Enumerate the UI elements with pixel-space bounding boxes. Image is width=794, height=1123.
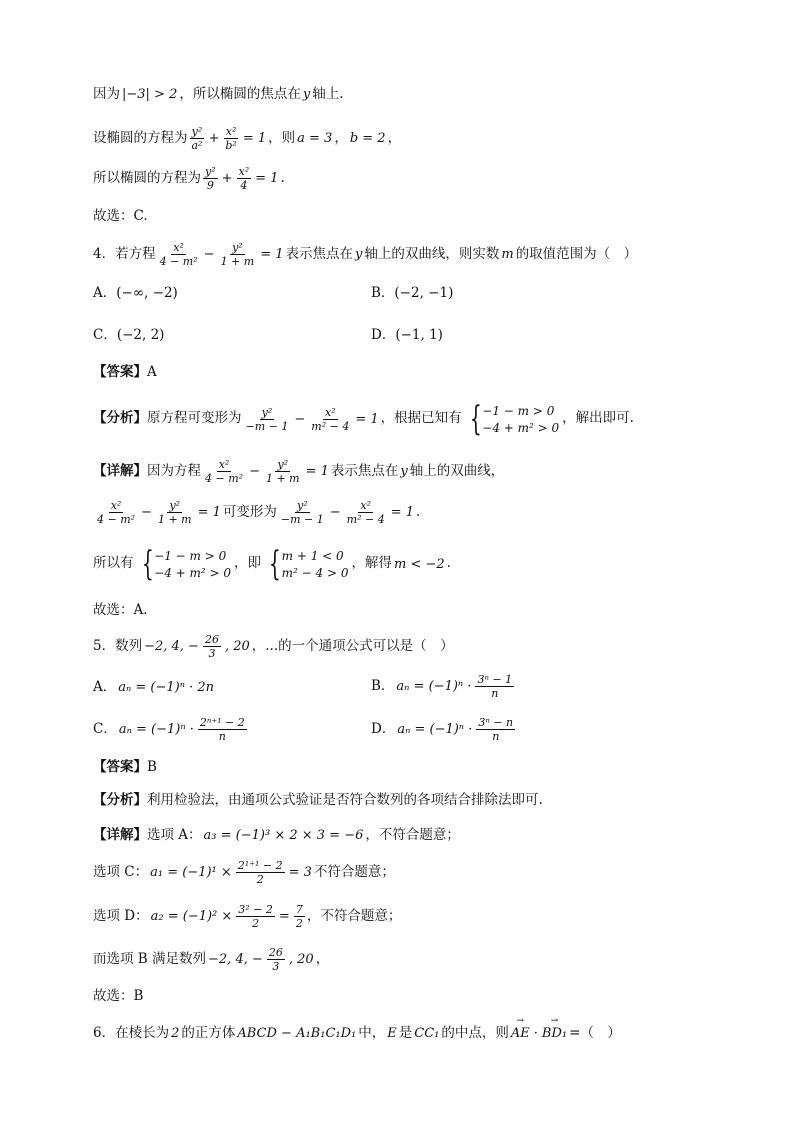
math: = 1 bbox=[305, 464, 329, 479]
fraction: $\frac{\text{x²}}{\text{4 − m²}}$ bbox=[205, 458, 244, 485]
math: −2, 4, − bbox=[144, 639, 199, 654]
text: ，则 bbox=[268, 129, 296, 146]
text: 轴上的双曲线，则实数 bbox=[364, 245, 500, 262]
fraction: $\frac{\text{y²}}{1 + m}$ bbox=[265, 458, 300, 485]
math: + bbox=[221, 171, 233, 186]
text: 6．在棱长为 bbox=[93, 1025, 170, 1041]
math: −2, 4, − bbox=[208, 952, 263, 967]
math: − bbox=[141, 505, 152, 520]
math: y bbox=[302, 87, 311, 103]
text: 是 bbox=[398, 1025, 413, 1041]
vector-bd1: → BD₁ bbox=[542, 1027, 567, 1040]
text: ，根据已知有 bbox=[380, 410, 462, 427]
analysis-tag: 【分析】 bbox=[93, 792, 147, 808]
text: ， bbox=[315, 950, 330, 967]
fraction: $\frac{\text{x²}}{\text{m² − 4}}$ bbox=[311, 405, 350, 433]
text: 4．若方程 bbox=[93, 245, 156, 262]
fraction: $\frac{7}{2}$ bbox=[295, 903, 303, 930]
math: − bbox=[249, 464, 260, 479]
text: ，即 bbox=[234, 555, 262, 572]
math: a₃ = (−1)³ × 2 × 3 = −6 bbox=[203, 828, 364, 844]
math: , 20 bbox=[224, 639, 250, 654]
text: 设椭圆的方程为 bbox=[93, 129, 188, 146]
math: m < −2 bbox=[394, 556, 445, 572]
fraction: $\frac{\text{y²}}{1 + m}$ bbox=[220, 241, 255, 268]
text: 所以椭圆的方程为 bbox=[93, 169, 201, 186]
analysis-tag: 【分析】 bbox=[93, 410, 147, 427]
text: 不符合题意； bbox=[313, 863, 395, 880]
text: . bbox=[280, 169, 285, 186]
text: ， bbox=[334, 129, 348, 146]
text: 的正方体 bbox=[181, 1025, 236, 1041]
math: = 1 bbox=[390, 505, 415, 520]
fraction: $\frac{\text{y²}}{\text{a²}}$ bbox=[191, 125, 203, 152]
detail-line bbox=[93, 829, 460, 843]
fraction: $\frac{\text{3² − 2}}{2}$ bbox=[238, 903, 273, 930]
text-line bbox=[93, 604, 148, 618]
math: − bbox=[294, 411, 306, 427]
math: = 1 bbox=[242, 131, 267, 146]
fraction: $\frac{\text{y²}}{-m - 1}$ bbox=[245, 405, 289, 433]
math: 2 bbox=[171, 1026, 180, 1042]
text: 选项 D： bbox=[93, 907, 149, 924]
detail-line bbox=[93, 459, 504, 484]
math: b = 2 bbox=[349, 131, 386, 146]
math: E bbox=[387, 1026, 397, 1042]
text: 的中点，则 bbox=[441, 1025, 509, 1041]
text: 中， bbox=[358, 1025, 386, 1041]
text: . bbox=[416, 503, 421, 520]
text: 选项 C： bbox=[93, 863, 149, 880]
text: 轴上的双曲线， bbox=[409, 462, 505, 479]
math: |−3| > 2 bbox=[122, 87, 178, 103]
math: = 1 bbox=[260, 247, 284, 262]
text: 而选项 B 满足数列 bbox=[93, 950, 207, 967]
detail-line bbox=[93, 860, 395, 885]
text: 故选：C. bbox=[93, 208, 148, 224]
option-c[interactable]: C． aₙ = (−1)ⁿ · $\frac{\text{2ⁿ⁺¹ − 2}}{n}$ bbox=[93, 716, 245, 743]
text: 故选：A. bbox=[93, 602, 148, 618]
option-b[interactable]: B．(−2, −1) bbox=[371, 285, 454, 301]
math: y bbox=[400, 464, 408, 479]
text: 轴上. bbox=[312, 86, 344, 102]
question-6 bbox=[93, 1027, 621, 1041]
text: 选项 A： bbox=[147, 827, 202, 843]
text-line bbox=[93, 126, 401, 151]
math: − bbox=[329, 505, 341, 520]
text: 所以有 bbox=[93, 555, 134, 572]
math: = 1 bbox=[197, 505, 221, 520]
text: ，解得 bbox=[351, 555, 392, 572]
text: 因为 bbox=[93, 86, 120, 102]
math: − bbox=[203, 247, 215, 262]
option-a[interactable]: A．(−∞, −2) bbox=[93, 285, 178, 301]
math: ABCD − A₁B₁C₁D₁ bbox=[237, 1026, 357, 1042]
detail-line bbox=[93, 544, 451, 584]
text: 原方程可变形为 bbox=[147, 410, 242, 427]
vector-ae: → AE bbox=[511, 1027, 530, 1040]
fraction: $\frac{26}{3}$ bbox=[204, 633, 219, 660]
text: 表示焦点在 bbox=[285, 245, 353, 262]
question-5 bbox=[93, 634, 454, 659]
analysis-line bbox=[93, 399, 634, 439]
fraction: $\frac{\text{y²}}{9}$ bbox=[205, 165, 216, 192]
fraction: $\frac{\text{y²}}{1 + m}$ bbox=[157, 499, 192, 526]
answer-value: B bbox=[147, 759, 157, 775]
option-a[interactable]: A． aₙ = (−1)ⁿ · 2n bbox=[93, 679, 215, 696]
fraction: $\frac{\text{x²}}{\text{4 − m²}}$ bbox=[97, 499, 136, 526]
detail-tag: 【详解】 bbox=[93, 462, 147, 479]
text: ，解出即可. bbox=[562, 410, 634, 427]
text: ，不符合题意； bbox=[365, 827, 460, 843]
text: 利用检验法，由通项公式验证是否符合数列的各项结合排除法即可. bbox=[147, 792, 543, 808]
detail-line bbox=[93, 947, 329, 972]
text: =（ ） bbox=[569, 1025, 621, 1041]
fraction: $\frac{26}{3}$ bbox=[268, 946, 283, 973]
math: , 20 bbox=[288, 952, 314, 967]
math: a = 3 bbox=[297, 131, 333, 146]
fraction: $\frac{\text{x²}}{\text{4 − m²}}$ bbox=[159, 241, 198, 268]
text-line bbox=[93, 990, 143, 1004]
math: = bbox=[278, 909, 290, 924]
math: · bbox=[533, 1026, 538, 1042]
option-d[interactable]: D．(−1, 1) bbox=[371, 327, 443, 343]
text: 故选：B bbox=[93, 988, 144, 1004]
text: 的取值范围为（ ） bbox=[515, 245, 638, 262]
text: 5．数列 bbox=[93, 637, 143, 654]
text: 表示焦点在 bbox=[330, 462, 399, 479]
text: ，所以椭圆的焦点在 bbox=[179, 86, 301, 102]
math: m bbox=[501, 247, 514, 262]
detail-line bbox=[93, 904, 401, 929]
text: ， bbox=[387, 129, 402, 146]
analysis-line bbox=[93, 794, 543, 808]
answer-line bbox=[93, 761, 157, 775]
math: a₂ = (−1)² × bbox=[150, 909, 233, 924]
text-line bbox=[93, 210, 148, 224]
fraction: $\frac{\text{x²}}{\text{m² − 4}}$ bbox=[346, 499, 385, 526]
answer-tag: 【答案】 bbox=[93, 364, 147, 380]
text: ，...的一个通项公式可以是（ ） bbox=[251, 637, 454, 654]
option-c[interactable]: C．(−2, 2) bbox=[93, 327, 165, 343]
fraction: $\frac{\text{x²}}{\text{b²}}$ bbox=[225, 125, 237, 152]
text-line bbox=[93, 166, 285, 191]
detail-tag: 【详解】 bbox=[93, 827, 147, 843]
math: = 3 bbox=[288, 865, 312, 880]
equation-system: { −1 − m > 0 −4 + m² > 0 bbox=[469, 399, 560, 439]
option-d[interactable]: D． aₙ = (−1)ⁿ · $\frac{\text{3ⁿ − n}}{n}$ bbox=[371, 716, 514, 743]
detail-line bbox=[93, 500, 420, 525]
fraction: $\frac{\text{2¹⁺¹ − 2}}{2}$ bbox=[237, 859, 283, 886]
text-line bbox=[93, 88, 344, 102]
answer-tag: 【答案】 bbox=[93, 759, 147, 775]
text: . bbox=[446, 555, 451, 572]
answer-line bbox=[93, 366, 157, 380]
math: = 1 bbox=[355, 411, 379, 427]
math: a₁ = (−1)¹ × bbox=[150, 865, 232, 880]
math: = 1 bbox=[255, 171, 279, 186]
math: y bbox=[355, 247, 363, 262]
answer-value: A bbox=[147, 364, 157, 380]
question-4 bbox=[93, 242, 637, 267]
fraction: $\frac{\text{x²}}{4}$ bbox=[238, 165, 250, 192]
equation-system: { −1 − m > 0 −4 + m² > 0 bbox=[141, 544, 232, 584]
text: 因为方程 bbox=[147, 462, 201, 479]
equation-system: { m + 1 < 0 m² − 4 > 0 bbox=[268, 544, 349, 584]
option-b[interactable]: B． aₙ = (−1)ⁿ · $\frac{\text{3ⁿ − 1}}{n}$ bbox=[371, 673, 513, 700]
math: CC₁ bbox=[414, 1026, 440, 1042]
text: 可变形为 bbox=[222, 503, 277, 520]
text: ，不符合题意； bbox=[306, 907, 402, 924]
math: + bbox=[208, 131, 220, 146]
fraction: $\frac{\text{y²}}{-m - 1}$ bbox=[280, 499, 324, 526]
